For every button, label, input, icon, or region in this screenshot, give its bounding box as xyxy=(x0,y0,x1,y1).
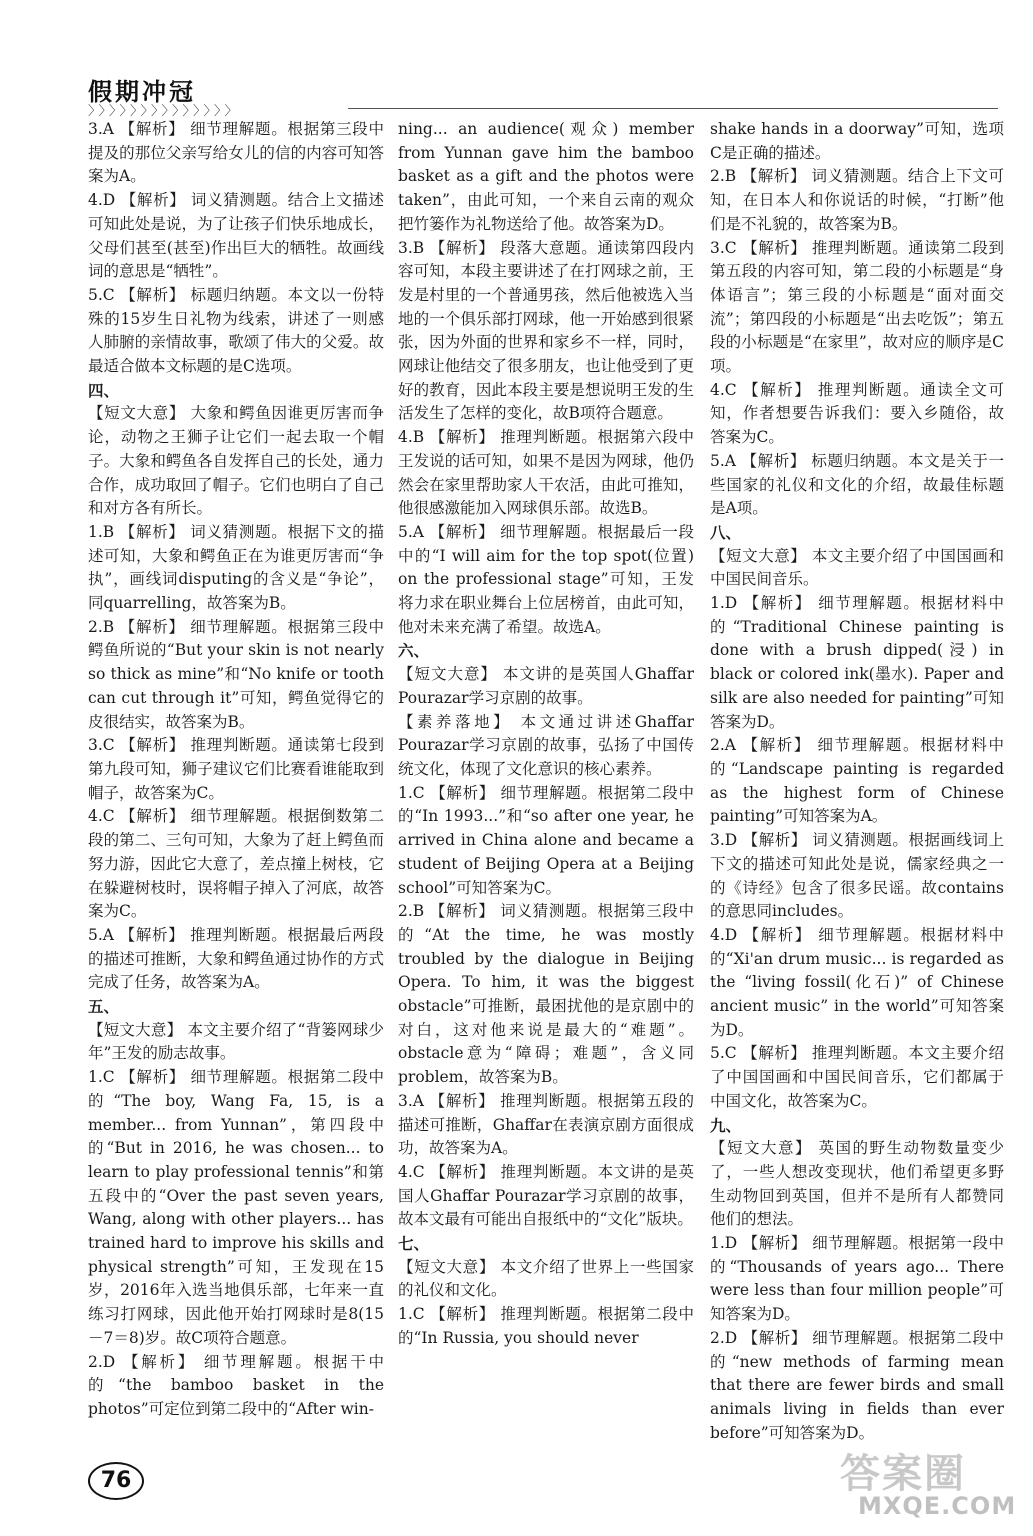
answer-entry: 5.C 【解析】 推理判断题。本文主要介绍了中国国画和中国民间音乐，它们都属于中国文化，故答案为C。 xyxy=(710,1044,1004,1110)
answer-entry: 3.A 【解析】 细节理解题。根据第三段中提及的那位父亲写给女儿的信的内容可知答案为A。 xyxy=(88,120,384,186)
answer-entry: 4.B 【解析】 推理判断题。根据第六段中王发说的话可知，如果不是因为网球，他仍然会在家里帮助家人干农活，由此可推知，他很感激能加入网球俱乐部。故选B。 xyxy=(398,428,694,518)
answer-column-3 xyxy=(710,118,1004,1518)
page-number: 76 xyxy=(88,1462,144,1500)
answer-entry: 2.D 【解析】 细节理解题。根据干中的“the bamboo basket in the photos”可定位到第二段中的“After win- xyxy=(88,1352,384,1418)
answer-entry: 3.D 【解析】 词义猜测题。根据画线词上下文的描述可知此处是说，儒家经典之一的《诗经》包含了很多民谣。故contains的意思同includes。 xyxy=(710,831,1004,921)
answer-entry: 4.C 【解析】 推理判断题。本文讲的是英国人Ghaffar Pourazar学习京剧的故事，故本文最有可能出自报纸中的“文化”版块。 xyxy=(398,1162,694,1229)
answer-entry: 3.A 【解析】 推理判断题。根据第五段的描述可推断，Ghaffar在表演京剧方面很成功，故答案为A。 xyxy=(398,1091,694,1158)
answer-entry: 1.D 【解析】 细节理解题。根据材料中的“Traditional Chinese painting is done with a brush dipped(浸) in black or colored ink(墨水). Paper and silk are also needed for painting”可知答案为D。 xyxy=(710,594,1004,731)
answer-entry: 【短文大意】 英国的野生动物数量变少了，一些人想改变现状，他们希望更多野生动物回到英国，但并不是所有人都赞同他们的想法。 xyxy=(710,1139,1004,1229)
section-heading: 六、 xyxy=(398,641,430,661)
answer-entry: 2.B 【解析】 词义猜测题。根据第三段中的“At the time, he was mostly troubled by the dialogue in Beijing Opera. To him, it was the biggest obstacle”可推断，最困扰他的是京剧中的对白，这对他来说是最大的“难题”。obstacle意为“障碍；难题”，含义同problem，故答案为B。 xyxy=(398,902,694,1087)
watermark-url: MXQE.COM xyxy=(858,1492,1017,1520)
header-rule xyxy=(348,108,998,109)
section-heading: 九、 xyxy=(710,1115,742,1135)
page-header xyxy=(88,72,998,119)
answer-entry: 2.B 【解析】 细节理解题。根据第三段中鳄鱼所说的“But your skin is not nearly so thick as mine”和“No knife or tooth can cut through it”可知，鳄鱼觉得它的皮很结实，故答案为B。 xyxy=(88,617,384,731)
answer-entry: 5.A 【解析】 标题归纳题。本文是关于一些国家的礼仪和文化的介绍，故最佳标题是A项。 xyxy=(710,451,1004,518)
answer-entry: 4.D 【解析】 词义猜测题。结合上文描述可知此处是说，为了让孩子们快乐地成长，父母们甚至(甚至)作出巨大的牺牲。故画线词的意思是“牺牲”。 xyxy=(88,191,384,281)
answer-entry: 3.C 【解析】 推理判断题。通读第二段到第五段的内容可知，第二段的小标题是“身体语言”；第三段的小标题是“面对面交流”；第四段的小标题是“出去吃饭”；第五段的小标题是“在家里”，故对应的顺序是C项。 xyxy=(710,238,1004,376)
section-heading: 五、 xyxy=(88,997,120,1017)
answer-entry: 【素养落地】 本文通过讲述Ghaffar Pourazar学习京剧的故事，弘扬了中国传统文化，体现了文化意识的核心素养。 xyxy=(398,712,694,778)
answer-entry: 1.B 【解析】 词义猜测题。根据下文的描述可知，大象和鳄鱼正在为谁更厉害而“争执”，画线词disputing的含义是“争论”，同quarrelling，故答案为B。 xyxy=(88,522,384,613)
answer-entry: 2.B 【解析】 词义猜测题。结合上下文可知，在日本人和你说话的时候，“打断”他们是不礼貌的，故答案为B。 xyxy=(710,167,1004,233)
answer-entry: 5.C 【解析】 标题归纳题。本文以一份特殊的15岁生日礼物为线索，讲述了一则感人肺腑的亲情故事，歌颂了伟大的父爱。故最适合做本文标题的是C选项。 xyxy=(88,285,384,376)
answer-entry: 1.C 【解析】 推理判断题。根据第二段中的“In Russia, you should never xyxy=(398,1305,694,1347)
chevron-decoration: 〉〉〉〉〉〉〉〉〉〉〉〉〉〉 xyxy=(88,104,242,119)
answer-entry: 1.D 【解析】 细节理解题。根据第一段中的“Thousands of years ago... There were less than four million people”可知答案为D。 xyxy=(710,1234,1004,1324)
answer-entry: shake hands in a doorway”可知，选项C是正确的描述。 xyxy=(710,120,1004,162)
answer-entry: 【短文大意】 本文讲的是英国人Ghaffar Pourazar学习京剧的故事。 xyxy=(398,665,694,707)
answer-entry: 2.A 【解析】 细节理解题。根据材料中的“Landscape painting is regarded as the highest form of Chinese painting”可知答案为A。 xyxy=(710,736,1004,826)
answer-entry: 3.B 【解析】 段落大意题。通读第四段内容可知，本段主要讲述了在打网球之前，王发是村里的一个普通男孩，然后他被选入当地的一个俱乐部打网球，他一开始感到很紧张，因为外面的世界和家乡不一样，同时，网球让他结交了很多朋友，也让他受到了更好的教育，因此本段主要是想说明王发的生活发生了怎样的变化，故B项符合题意。 xyxy=(398,238,694,423)
answer-entry: 【短文大意】 本文主要介绍了中国国画和中国民间音乐。 xyxy=(710,546,1004,589)
answer-entry: 5.A 【解析】 推理判断题。根据最后两段的描述可推断，大象和鳄鱼通过协作的方式完成了任务，故答案为A。 xyxy=(88,925,384,992)
answer-column-1 xyxy=(88,118,384,1458)
answer-entry: ning... an audience(观众) member from Yunnan gave him the bamboo basket as a gift and the photos were taken”，由此可知，一个来自云南的观众把竹篓作为礼物送给了他。故答案为D。 xyxy=(398,120,694,233)
answer-column-2 xyxy=(398,118,694,1458)
section-heading: 八、 xyxy=(710,522,742,542)
section-heading: 四、 xyxy=(88,380,120,400)
answer-entry: 4.D 【解析】 细节理解题。根据材料中的“Xi'an drum music... is regarded as the “living fossil(化石)” of Chinese ancient music” in the world”可知答案为D。 xyxy=(710,925,1004,1039)
answer-entry: 5.A 【解析】 细节理解题。根据最后一段中的“I will aim for the top spot(位置) on the professional stage”可知，王发将力求在职业舞台上位居榜首，由此可知，他对未来充满了希望。故选A。 xyxy=(398,522,694,636)
answer-entry: 【短文大意】 本文主要介绍了“背篓网球少年”王发的励志故事。 xyxy=(88,1020,384,1063)
answer-entry: 2.D 【解析】 细节理解题。根据第二段中的“new methods of farming mean that there are fewer birds and small animals living in fields than ever before”可知答案为D。 xyxy=(710,1328,1004,1442)
answer-entry: 1.C 【解析】 细节理解题。根据第二段中的“The boy, Wang Fa, 15, is a member... from Yunnan”，第四段中的“But in 2016, he was chosen... to learn to play professional tennis”和第五段中的“Over the past seven years, Wang, along with other players... has trained hard to improve his skills and physical strength”可知，王发现在15岁，2016年入选当地俱乐部，七年来一直练习打网球，因此他开始打网球时是8(15－7＝8)岁。故C项符合题意。 xyxy=(88,1068,384,1347)
answer-entry: 4.C 【解析】 细节理解题。根据倒数第二段的第二、三句可知，大象为了赶上鳄鱼而努力游，因此它大意了，差点撞上树枝，它在躲避树枝时，误将帽子掉入了河底，故答案为C。 xyxy=(88,807,384,921)
answer-entry: 4.C 【解析】 推理判断题。通读全文可知，作者想要告诉我们：要入乡随俗，故答案为C。 xyxy=(710,380,1004,447)
answer-entry: 【短文大意】 本文介绍了世界上一些国家的礼仪和文化。 xyxy=(398,1257,694,1300)
answer-entry: 3.C 【解析】 推理判断题。通读第七段到第九段可知，狮子建议它们比赛看谁能取到帽子，故答案为C。 xyxy=(88,736,384,802)
watermark-logo: 答案圈 xyxy=(840,1451,966,1497)
brand-title: 假期冲冠 xyxy=(88,78,196,106)
section-heading: 七、 xyxy=(398,1234,430,1254)
answer-entry: 【短文大意】 大象和鳄鱼因谁更厉害而争论，动物之王狮子让它们一起去取一个帽子。大象和鳄鱼各自发挥自己的长处，通力合作，成功取回了帽子。它们也明白了自己和对方各有所长。 xyxy=(88,404,384,518)
answer-entry: 1.C 【解析】 细节理解题。根据第二段中的“In 1993...”和“so after one year, he arrived in China alone and became a student of Beijing Opera at a Beijing school”可知答案为C。 xyxy=(398,783,694,897)
